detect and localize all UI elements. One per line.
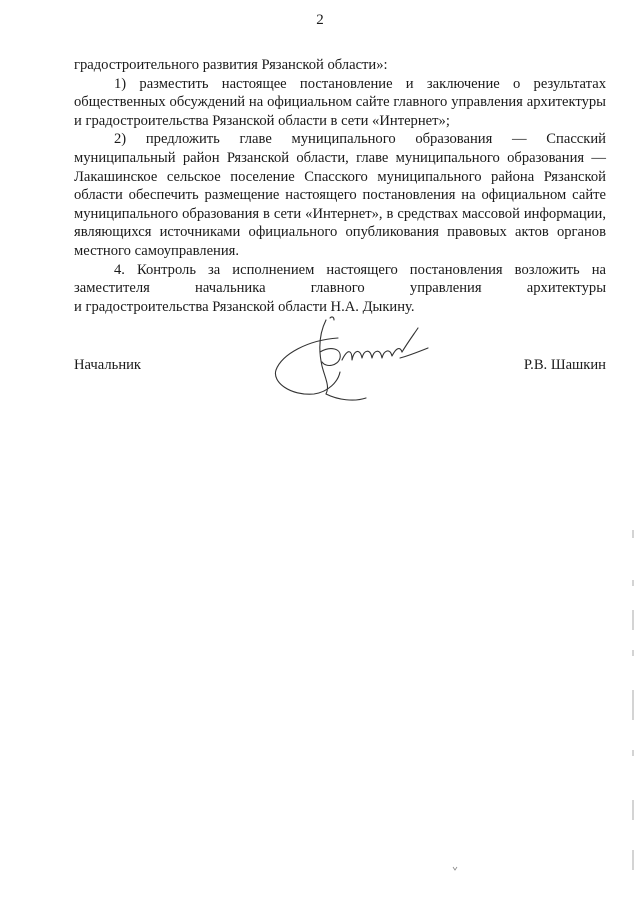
paragraph-item-4: 4. Контроль за исполнением настоящего постановления возложить на заместителя начальника главного управления архитектуры	[74, 261, 606, 297]
page-number: 2	[316, 12, 324, 28]
scan-edge-marks	[630, 520, 636, 880]
scan-speck	[452, 866, 458, 872]
paragraph-item-2: 2) предложить главе муниципального образования — Спасский муниципальный район Рязанской области, главе муниципального образования — Лакашинское сельское поселение Спасского муниципального района Рязанской области обеспечить размещение настоящего постановления на официальном сайте муниципального образования в сети «Интернет», в средствах массовой информации, являющихся источниками официального опубликования правовых актов органов местного самоуправления.	[74, 131, 606, 259]
signer-position: Начальник	[74, 357, 142, 373]
paragraph-item-1: 1) разместить настоящее постановление и заключение о результатах общественных обсуждений на официальном сайте главного управления архитектуры и градостроительства Рязанской области в сети «Интернет»;	[74, 75, 606, 129]
paragraph-item-4-continuation: и градостроительства Рязанской области Н.А. Дыкину.	[74, 298, 415, 315]
signature-row	[74, 357, 606, 377]
signer-name: Р.В. Шашкин	[523, 357, 606, 373]
paragraph-intro: градостроительного развития Рязанской области»:	[74, 57, 388, 73]
document-body	[74, 56, 606, 316]
